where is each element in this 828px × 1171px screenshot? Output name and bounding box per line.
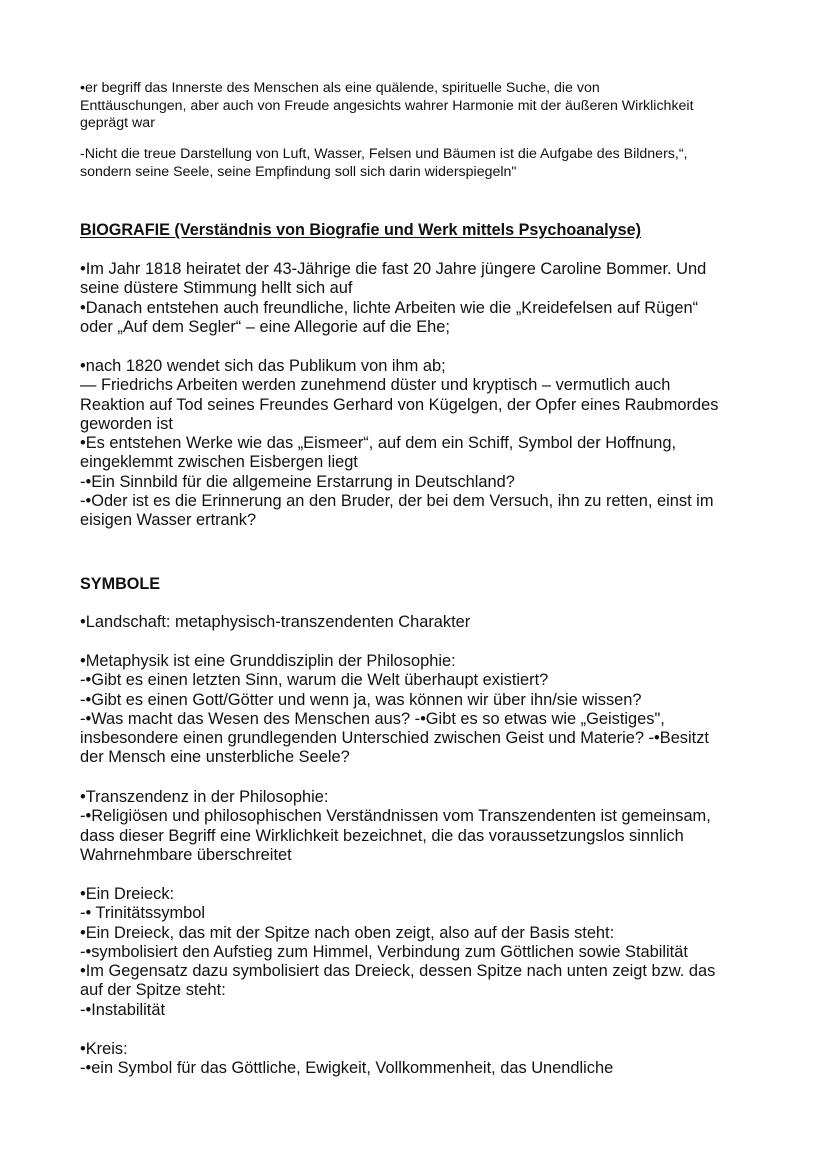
text-line: auf der Spitze steht: (80, 981, 226, 1000)
text-line: -•Religiösen und philosophischen Verständnissen vom Transzendenten ist gemeinsam, (80, 807, 711, 826)
text-line: -•Gibt es einen Gott/Götter und wenn ja, was können wir über ihn/sie wissen? (80, 690, 642, 709)
text-line: •Es entstehen Werke wie das „Eismeer“, auf dem ein Schiff, Symbol der Hoffnung, (80, 434, 677, 453)
text-line: •Im Gegensatz dazu symbolisiert das Dreieck, dessen Spitze nach unten zeigt bzw. das (80, 962, 716, 981)
text-line: der Mensch eine unsterbliche Seele? (80, 748, 350, 767)
symbole-paragraph-1 (80, 613, 470, 632)
text-line: -•Instabilität (80, 1000, 165, 1019)
symbole-heading: SYMBOLE (80, 575, 161, 593)
text-line: -Nicht die treue Darstellung von Luft, Wasser, Felsen und Bäumen ist die Aufgabe des Bildners,“, (80, 146, 688, 162)
text-line: •Danach entstehen auch freundliche, lichte Arbeiten wie die „Kreidefelsen auf Rügen“ (80, 298, 699, 317)
text-line: -•ein Symbol für das Göttliche, Ewigkeit, Vollkommenheit, das Unendliche (80, 1059, 614, 1078)
text-line: dass dieser Begriff eine Wirklichkeit bezeichnet, die das voraussetzungslos sinnlich (80, 826, 684, 845)
intro-paragraph-1 (80, 80, 694, 133)
symbole-paragraph-dreieck (80, 885, 715, 1020)
text-line: eisigen Wasser ertrank? (80, 511, 257, 530)
text-line: insbesondere einen grundlegenden Unterschied zwischen Geist und Materie? -•Besitzt (80, 729, 709, 748)
text-line: — Friedrichs Arbeiten werden zunehmend düster und kryptisch – vermutlich auch (80, 376, 671, 395)
text-line: •Ein Dreieck: (80, 885, 175, 903)
biografie-paragraph-2 (80, 357, 718, 531)
text-line: Reaktion auf Tod seines Freundes Gerhard von Kügelgen, der Opfer eines Raubmordes (80, 395, 719, 414)
text-line: sondern seine Seele, seine Empfindung soll sich darin widerspiegeln" (80, 163, 517, 180)
biografie-paragraph-1 (80, 260, 706, 337)
text-line: •nach 1820 wendet sich das Publikum von ihm ab; (80, 357, 446, 375)
text-line: geprägt war (80, 115, 155, 131)
text-line: -• Trinitätssymbol (80, 904, 206, 923)
text-line: -•symbolisiert den Aufstieg zum Himmel, Verbindung zum Göttlichen sowie Stabilität (80, 942, 688, 961)
text-line: -•Was macht das Wesen des Menschen aus? -•Gibt es so etwas wie „Geistiges", (80, 709, 665, 728)
symbole-paragraph-transzendenz (80, 788, 711, 865)
text-line: seine düstere Stimmung hellt sich auf (80, 279, 353, 298)
text-line: •Im Jahr 1818 heiratet der 43-Jährige die fast 20 Jahre jüngere Caroline Bommer. Und (80, 260, 707, 278)
intro-quote-paragraph (80, 146, 688, 181)
text-line: -•Gibt es einen letzten Sinn, warum die Welt überhaupt existiert? (80, 671, 549, 690)
text-line: -•Oder ist es die Erinnerung an den Bruder, der bei dem Versuch, ihn zu retten, einst im (80, 492, 714, 511)
text-line: •Ein Dreieck, das mit der Spitze nach oben zeigt, also auf der Basis steht: (80, 923, 615, 942)
text-line: Wahrnehmbare überschreitet (80, 845, 292, 864)
text-line: oder „Auf dem Segler“ – eine Allegorie auf die Ehe; (80, 317, 450, 336)
biografie-heading: BIOGRAFIE (Verständnis von Biografie und Werk mittels Psychoanalyse) (80, 221, 642, 239)
symbole-paragraph-kreis (80, 1040, 613, 1079)
text-line: •Metaphysik ist eine Grunddisziplin der Philosophie: (80, 652, 456, 670)
text-line: •Transzendenz in der Philosophie: (80, 788, 329, 806)
symbole-paragraph-metaphysik (80, 652, 709, 768)
text-line: Enttäuschungen, aber auch von Freude angesichts wahrer Harmonie mit der äußeren Wirklichkeit (80, 97, 694, 114)
text-line: eingeklemmt zwischen Eisbergen liegt (80, 453, 358, 472)
text-line: •Kreis: (80, 1040, 128, 1058)
text-line: •Landschaft: metaphysisch-transzendenten Charakter (80, 613, 471, 631)
text-line: -•Ein Sinnbild für die allgemeine Erstarrung in Deutschland? (80, 472, 515, 491)
text-line: geworden ist (80, 414, 173, 433)
text-line: •er begriff das Innerste des Menschen als eine quälende, spirituelle Suche, die von (80, 80, 600, 96)
